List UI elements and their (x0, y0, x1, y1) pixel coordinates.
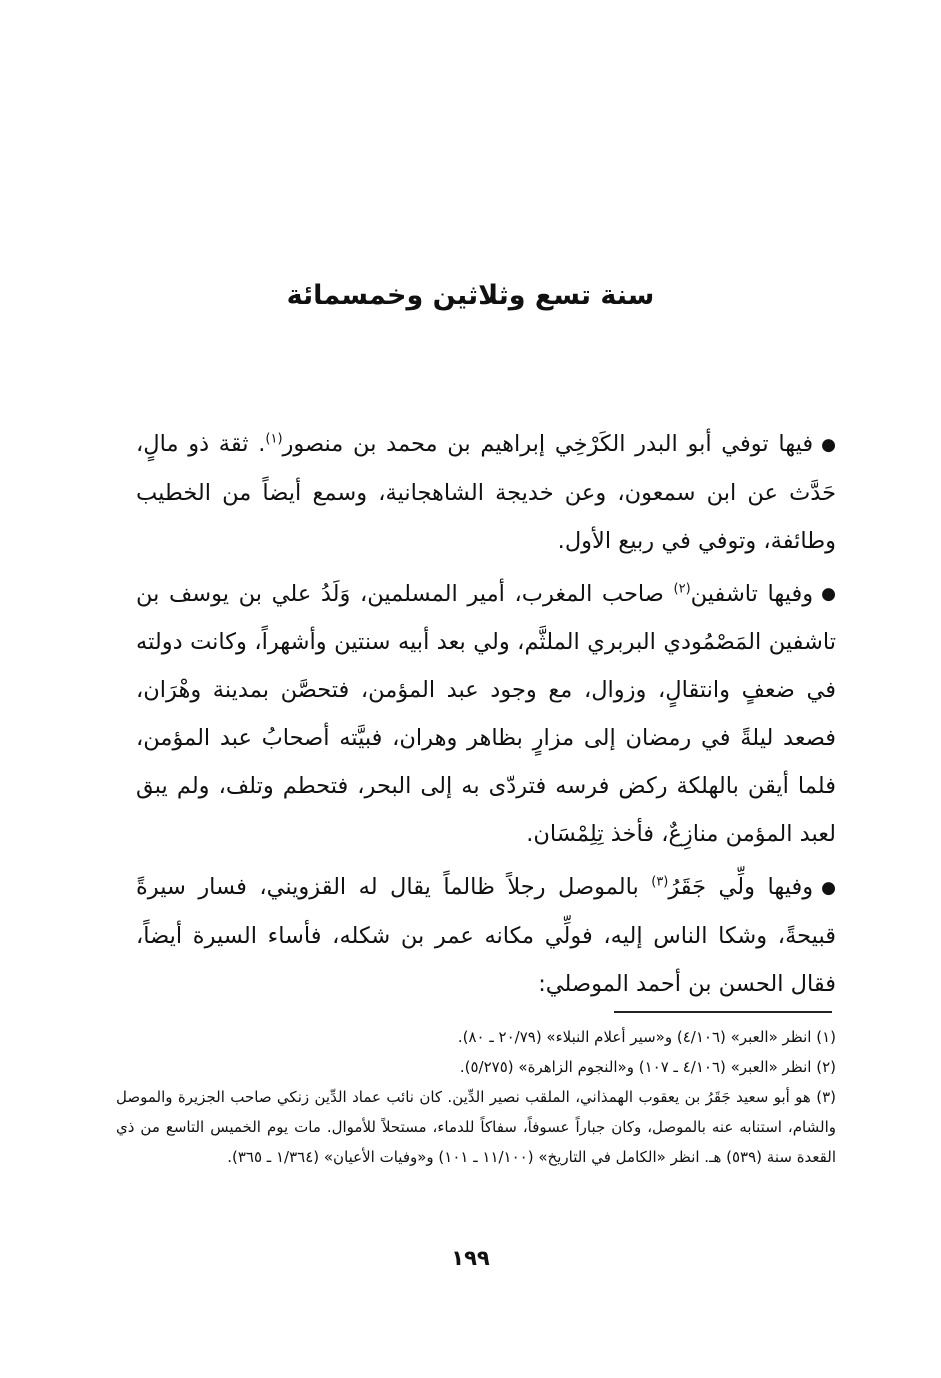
paragraph-2 (136, 570, 836, 859)
bullet-icon: ● (821, 877, 836, 898)
paragraph-3-text-start: وفيها ولِّي جَقَرُ (668, 874, 814, 900)
paragraph-1 (136, 420, 836, 565)
paragraph-3-text-end: بالموصل رجلاً ظالماً يقال له القزويني، فسار سيرةً قبيحةً، وشكا الناس إليه، فولِّي مكانه عمر بن شكله، فأساء السيرة أيضاً، فقال الحسن بن أحمد الموصلي: (136, 874, 836, 997)
paragraph-1-text-start: فيها توفي أبو البدر الكَرْخِي إبراهيم بن محمد بن منصور (282, 431, 814, 457)
footnotes (116, 1022, 836, 1172)
footnote-divider (614, 1011, 832, 1013)
bullet-icon: ● (821, 434, 836, 455)
paragraph-3 (136, 863, 836, 1008)
footnote-3: (٣) هو أبو سعيد جَقَرُ بن يعقوب الهمذاني، الملقب نصير الدِّين. كان نائب عماد الدِّين زنكي صاحب الجزيرة والموصل والشام، استنابه عنه بالموصل، وكان جباراً عسوفاً، سفاكاً للدماء، مستحلاً للأموال. مات يوم الخميس التاسع من ذي القعدة سنة (٥٣٩) هـ. انظر «الكامل في التاريخ» (١١/١٠٠ ـ ١٠١) و«وفيات الأعيان» (١/٣٦٤ ـ ٣٦٥). (116, 1088, 836, 1166)
footnote-ref-2: (٢) (673, 581, 691, 596)
footnote-ref-3: (٣) (651, 874, 669, 890)
paragraph-2-text-start: وفيها تاشفين (690, 580, 814, 607)
footnote-ref-1: (١) (265, 431, 283, 447)
bullet-icon: ● (821, 584, 836, 604)
main-text (136, 420, 836, 1013)
paragraph-2-text-end: صاحب المغرب، أمير المسلمين، وَلَدُ علي بن يوسف بن تاشفين المَصْمُودي البربري الملثَّم، ولي بعد أبيه سنتين وأشهراً، وكانت دولته في ضعفٍ وانتقالٍ، وزوال، مع وجود عبد المؤمن، فتحصَّن بمدينة وهْرَان، فصعد ليلةً في رمضان إلى مزارٍ بظاهر وهران، فبيَّته أصحابُ عبد المؤمن، فلما أيقن بالهلكة ركض فرسه فتردّى به إلى البحر، فتحطم وتلف، ولم يبق لعبد المؤمن منازِعٌ، فأخذ تِلِمْسَان. (136, 580, 836, 847)
page-number: ١٩٩ (451, 1246, 490, 1270)
chapter-title: سنة تسع وثلاثين وخمسمائة (286, 280, 655, 311)
footnote-1: (١) انظر «العبر» (٤/١٠٦) و«سير أعلام النبلاء» (٢٠/٧٩ ـ ٨٠). (457, 1028, 836, 1046)
paragraph-1-text-end: . ثقة ذو مالٍ، حَدَّث عن ابن سمعون، وعن خديجة الشاهجانية، وسمع أيضاً من الخطيب وطائفة، وتوفي في ربيع الأول. (136, 431, 836, 554)
footnote-2: (٢) انظر «العبر» (٤/١٠٦ ـ ١٠٧) و«النجوم الزاهرة» (٥/٢٧٥). (459, 1058, 836, 1076)
